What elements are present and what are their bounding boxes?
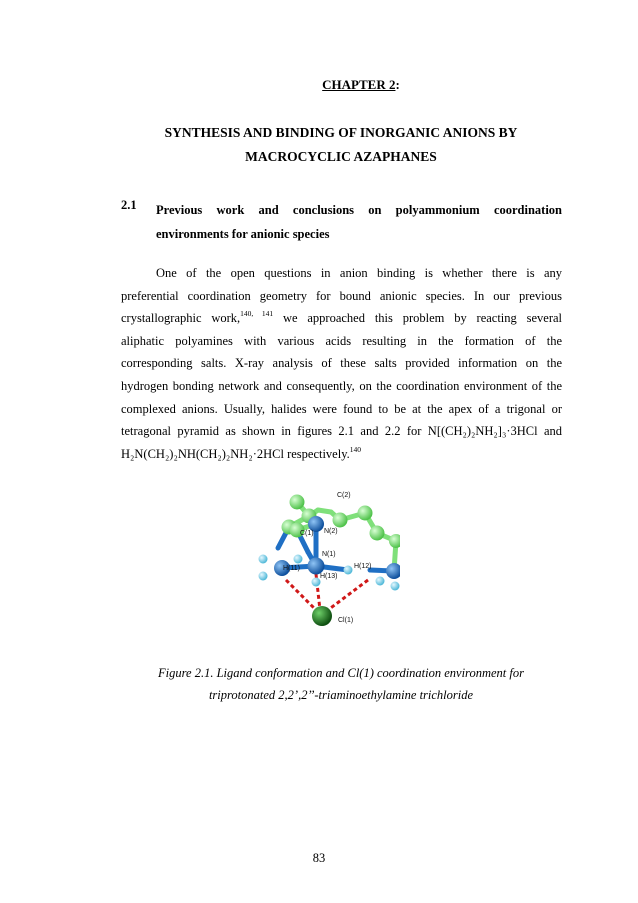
chlorine-atom-cl1 (312, 606, 332, 626)
chapter-label: CHAPTER 2 (322, 77, 396, 92)
nitrogen-atom (386, 563, 400, 579)
page-number: 83 (312, 851, 326, 865)
hydrogen-atom (259, 572, 268, 581)
atom-label-n2: N(2) (324, 528, 338, 535)
carbon-atom-c2 (333, 513, 348, 528)
section-number: 2.1 (121, 198, 137, 212)
paragraph-line (121, 443, 562, 466)
hbond-line (328, 580, 368, 610)
nitrogen-atom-n1 (308, 558, 325, 575)
paragraph-line: corresponding salts. X-ray analysis of these salts provided information on the (121, 356, 562, 371)
atom-label-c2: C(2) (337, 492, 351, 499)
atom-label-c1: C(1) (300, 530, 314, 537)
molecular-structure-figure (250, 486, 400, 636)
chapter-title-line-2: MACROCYCLIC AZAPHANES (245, 149, 437, 164)
paragraph-line: aliphatic polyamines with various acids resulting in the formation of the (121, 333, 562, 348)
carbon-atom (290, 495, 305, 510)
paragraph-text: H₂N(CH₂)₂NH(CH₂)₂NH₂·2HCl respectively. (121, 446, 350, 461)
figure-caption-line-2: triprotonated 2,2’,2’’-triaminoethylamine trichloride (208, 688, 474, 702)
chapter-title-line-1: SYNTHESIS AND BINDING OF INORGANIC ANIONS BY (164, 125, 518, 140)
hydrogen-atom (259, 555, 268, 564)
chapter-heading (0, 77, 638, 93)
molecule-diagram (250, 486, 400, 636)
section-title (156, 198, 562, 246)
paragraph-line: tetragonal pyramid as shown in figures 2.1 and 2.2 for N[(CH₂)₂NH₂]₃·3HCl and (121, 424, 562, 439)
figure-caption-line-1: Figure 2.1. Ligand conformation and Cl(1) coordination environment for (158, 666, 524, 680)
section-title-line-2: environments for anionic species (156, 227, 330, 241)
hydrogen-atom (391, 582, 400, 591)
atom-label-h13: H(13) (320, 573, 338, 580)
citation-ref: 140, 141 (240, 309, 274, 319)
carbon-atom (370, 526, 385, 541)
paragraph-text: we approached this problem by reacting several (273, 311, 563, 326)
paragraph-line: complexed anions. Usually, halides were found to be at the apex of a trigonal or (121, 401, 562, 416)
section-title-line-1: Previous work and conclusions on polyammonium coordination (156, 203, 562, 217)
atom-label-n1: N(1) (322, 551, 336, 558)
paragraph-line: hydrogen bonding network and consequently, on the coordination environment of the (121, 378, 562, 393)
hydrogen-atom (376, 577, 385, 586)
hydrogen-atom-h12 (344, 566, 353, 575)
body-paragraph (121, 262, 562, 465)
atom-label-h12: H(12) (354, 563, 372, 570)
paragraph-line (121, 307, 562, 330)
paragraph-text: crystallographic work, (121, 311, 241, 326)
atom-label-h11: H(11) (283, 565, 300, 572)
paragraph-line: One of the open questions in anion binding is whether there is any (156, 266, 562, 280)
carbon-atom (358, 506, 373, 521)
citation-ref: 140 (349, 444, 362, 454)
hydrogen-atom-h11 (294, 555, 303, 564)
chapter-colon: : (395, 77, 400, 92)
paragraph-line: preferential coordination geometry for bound anionic species. In our previous (121, 288, 562, 303)
atom-label-cl1: Cl(1) (338, 617, 354, 624)
